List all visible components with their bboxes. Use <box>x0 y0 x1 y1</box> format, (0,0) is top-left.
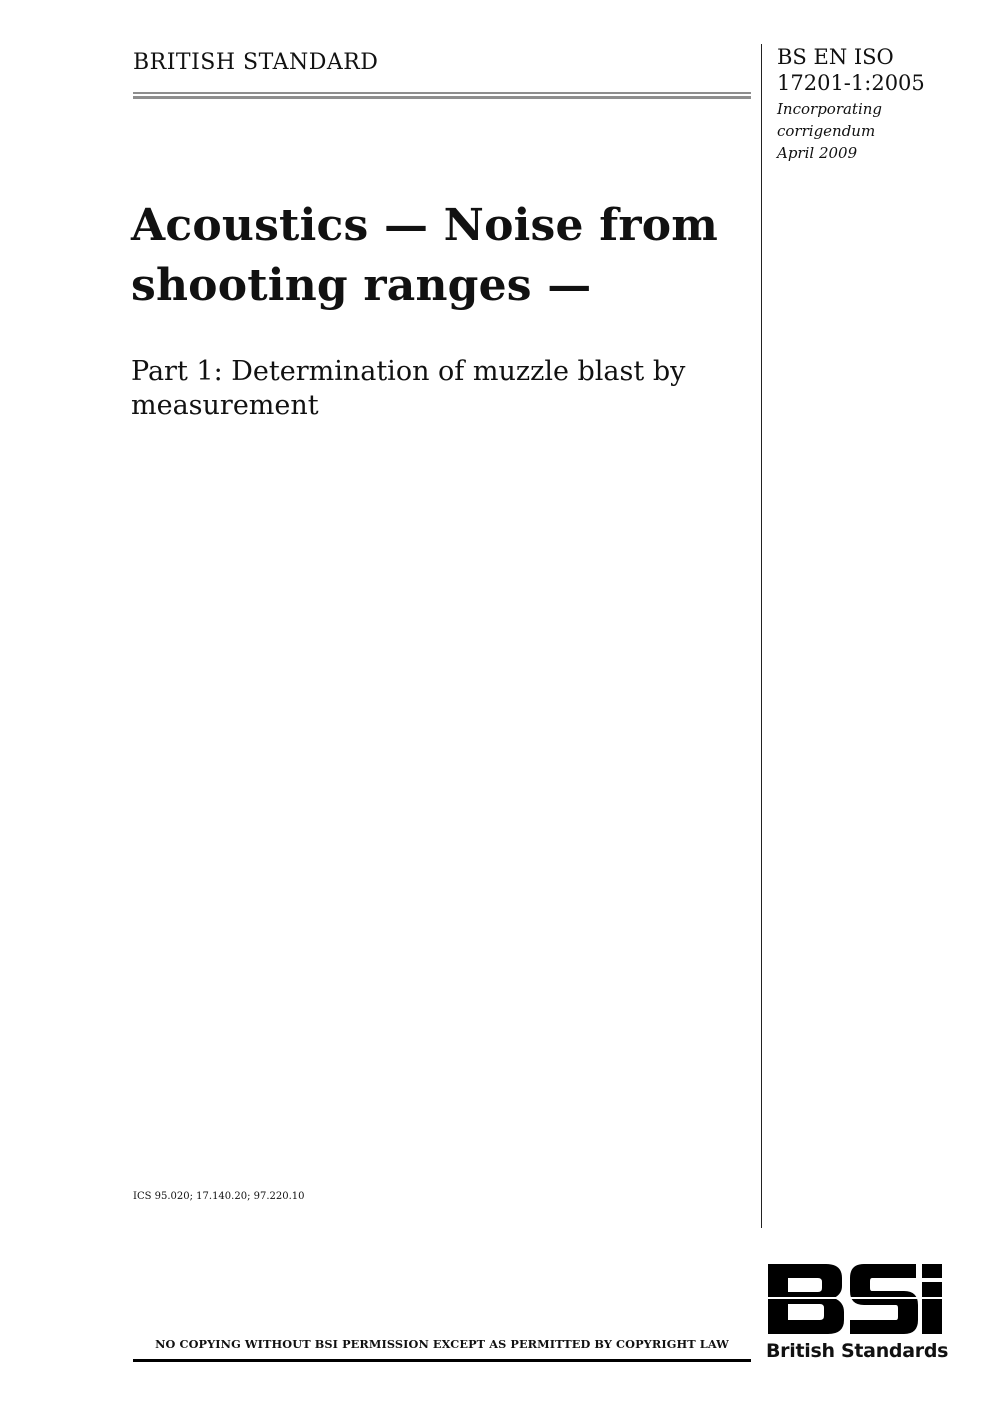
bottom-rule <box>133 1359 751 1362</box>
amendment-note <box>777 98 937 164</box>
amendment-note-line1: Incorporating <box>777 100 883 118</box>
main-title-line1: Acoustics — Noise from <box>131 200 719 251</box>
sub-title-line2: measurement <box>131 390 319 421</box>
sub-title-line1: Part 1: Determination of muzzle blast by <box>131 356 686 387</box>
standard-number <box>777 44 925 96</box>
standard-number-line1: BS EN ISO <box>777 45 894 69</box>
document-header-label: BRITISH STANDARD <box>133 50 379 75</box>
amendment-note-line3: April 2009 <box>777 144 858 162</box>
bsi-logo-mark <box>768 1264 942 1334</box>
main-title <box>131 196 751 316</box>
standard-number-line2: 17201-1:2005 <box>777 71 925 95</box>
vertical-divider <box>761 44 762 1228</box>
amendment-note-line2: corrigendum <box>777 122 876 140</box>
sub-title <box>131 355 756 423</box>
ics-codes: ICS 95.020; 17.140.20; 97.220.10 <box>133 1191 305 1202</box>
main-title-line2: shooting ranges — <box>131 260 592 311</box>
bsi-logo-caption: British Standards <box>766 1340 949 1362</box>
copyright-notice: NO COPYING WITHOUT BSI PERMISSION EXCEPT AS PERMITTED BY COPYRIGHT LAW <box>155 1337 729 1351</box>
header-double-rule <box>133 92 751 99</box>
